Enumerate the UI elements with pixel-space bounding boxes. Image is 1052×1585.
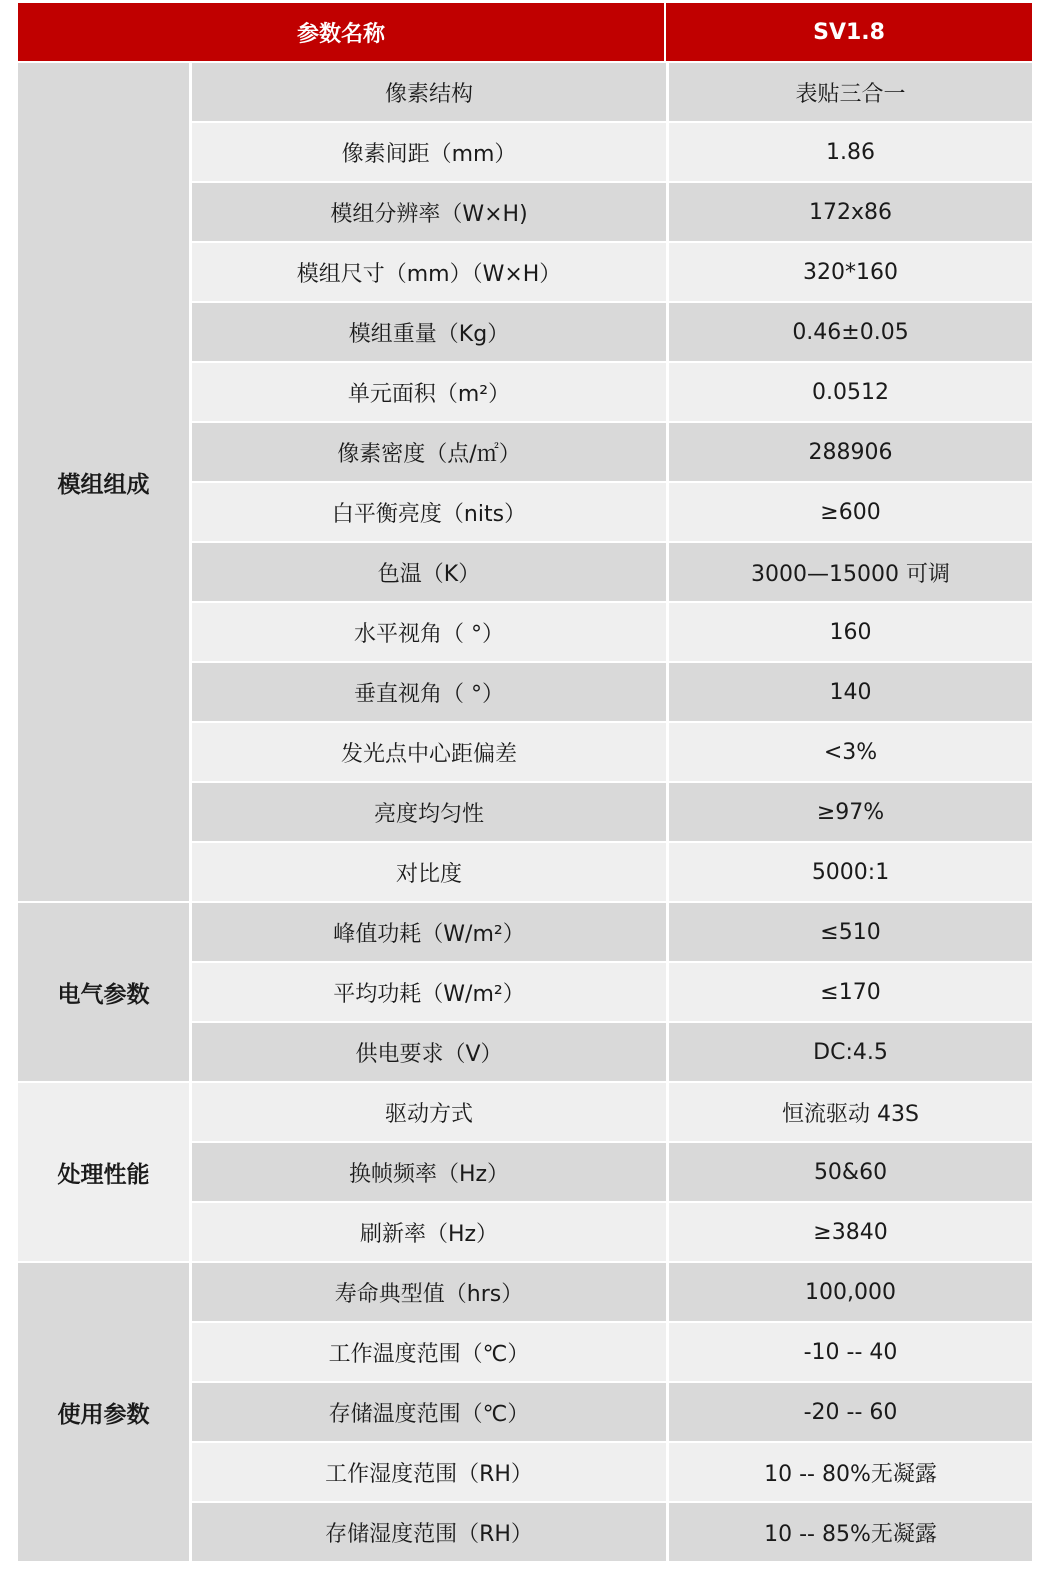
param-value-cell: 10 -- 80%无凝露 [666,1441,1032,1501]
header-param-name: 参数名称 [18,3,666,61]
param-name-cell: 像素结构 [189,61,666,121]
param-value-cell: 172x86 [666,181,1032,241]
param-name-cell: 像素密度（点/㎡） [189,421,666,481]
param-name-cell: 单元面积（m²） [189,361,666,421]
param-value-cell: DC:4.5 [666,1021,1032,1081]
param-name-cell: 平均功耗（W/m²） [189,961,666,1021]
param-name-cell: 换帧频率（Hz） [189,1141,666,1201]
table-header [18,3,1032,61]
param-value-cell: ≤170 [666,961,1032,1021]
param-value-cell: -20 -- 60 [666,1381,1032,1441]
param-name-cell: 驱动方式 [189,1081,666,1141]
param-name-cell: 像素间距（mm） [189,121,666,181]
param-name-cell: 白平衡亮度（nits） [189,481,666,541]
param-value-cell: 0.0512 [666,361,1032,421]
param-name-cell: 存储温度范围（℃） [189,1381,666,1441]
param-value-cell: -10 -- 40 [666,1321,1032,1381]
param-name-cell: 工作温度范围（℃） [189,1321,666,1381]
param-value-cell: 140 [666,661,1032,721]
param-name-cell: 存储湿度范围（RH） [189,1501,666,1561]
param-name-cell: 模组重量（Kg） [189,301,666,361]
param-value-cell: 1.86 [666,121,1032,181]
param-value-cell: 3000—15000 可调 [666,541,1032,601]
param-name-cell: 供电要求（V） [189,1021,666,1081]
param-value-cell: 320*160 [666,241,1032,301]
spec-table [18,3,1032,1561]
param-value-cell: 288906 [666,421,1032,481]
table-row [18,61,1032,121]
param-value-cell: 表贴三合一 [666,61,1032,121]
group-label: 使用参数 [18,1261,189,1561]
table-body [18,61,1032,1561]
param-name-cell: 对比度 [189,841,666,901]
param-value-cell: ≤510 [666,901,1032,961]
param-name-cell: 寿命典型值（hrs） [189,1261,666,1321]
group-label: 模组组成 [18,61,189,901]
param-value-cell: 5000:1 [666,841,1032,901]
param-name-cell: 模组尺寸（mm）（W×H） [189,241,666,301]
param-name-cell: 色温（K） [189,541,666,601]
param-name-cell: 工作湿度范围（RH） [189,1441,666,1501]
header-model: SV1.8 [666,3,1032,61]
param-value-cell: <3% [666,721,1032,781]
param-name-cell: 亮度均匀性 [189,781,666,841]
param-value-cell: ≥3840 [666,1201,1032,1261]
param-value-cell: 100,000 [666,1261,1032,1321]
param-value-cell: 恒流驱动 43S [666,1081,1032,1141]
param-name-cell: 刷新率（Hz） [189,1201,666,1261]
group-label: 电气参数 [18,901,189,1081]
param-name-cell: 模组分辨率（W×H) [189,181,666,241]
param-value-cell: 0.46±0.05 [666,301,1032,361]
param-value-cell: 50&60 [666,1141,1032,1201]
param-value-cell: 10 -- 85%无凝露 [666,1501,1032,1561]
param-value-cell: ≥97% [666,781,1032,841]
group-label: 处理性能 [18,1081,189,1261]
param-name-cell: 峰值功耗（W/m²） [189,901,666,961]
param-value-cell: ≥600 [666,481,1032,541]
table-row [18,901,1032,961]
param-value-cell: 160 [666,601,1032,661]
param-name-cell: 水平视角（ °） [189,601,666,661]
param-name-cell: 垂直视角（ °） [189,661,666,721]
table-row [18,1261,1032,1321]
table-row [18,1081,1032,1141]
param-name-cell: 发光点中心距偏差 [189,721,666,781]
